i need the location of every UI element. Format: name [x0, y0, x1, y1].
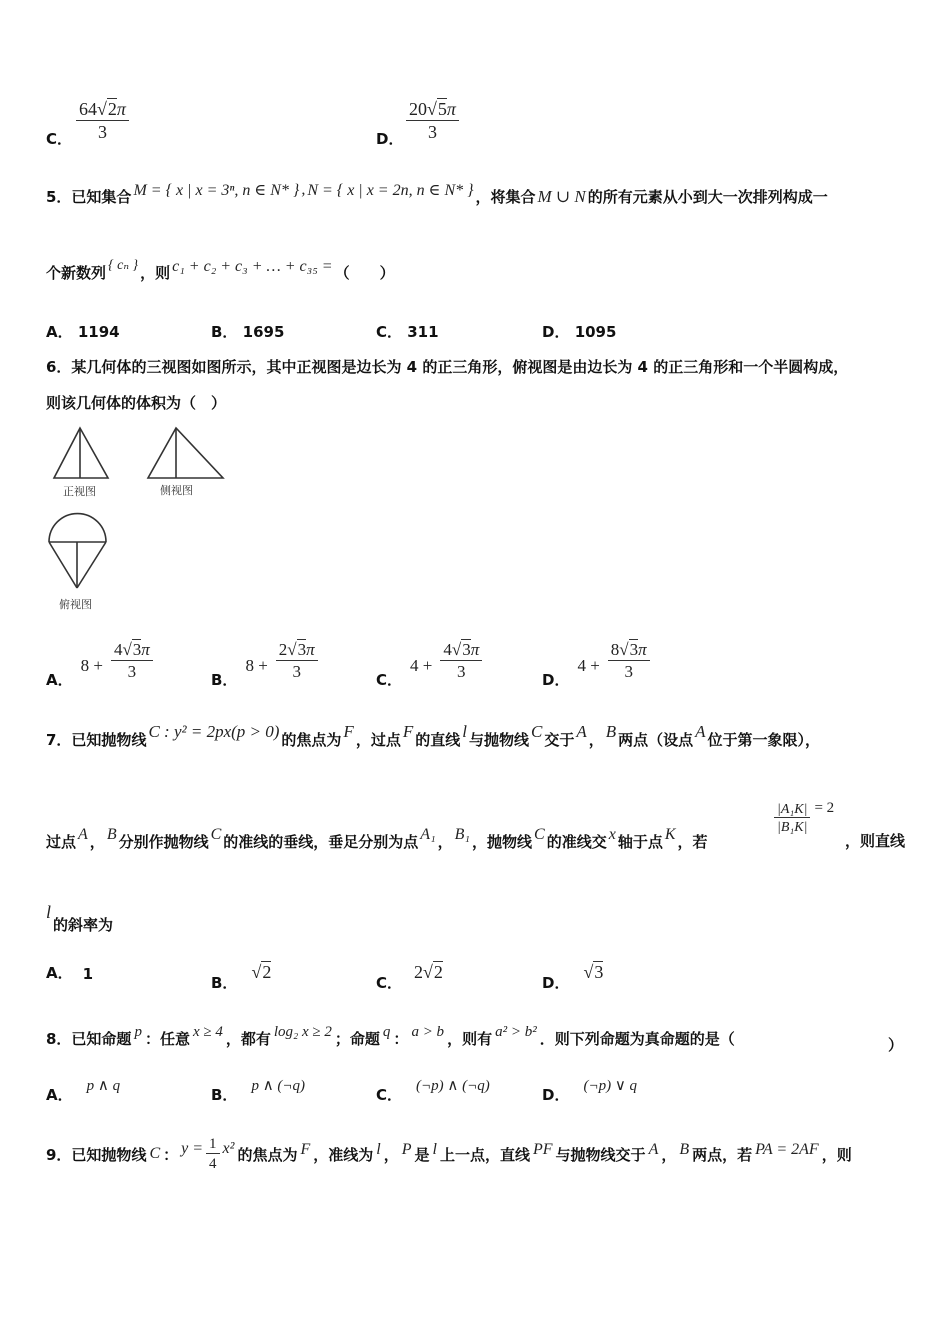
- math-run: a > b: [411, 1024, 445, 1040]
- q8-option-a: A． p ∧ q: [46, 1078, 121, 1104]
- text: 个新数列: [46, 264, 107, 282]
- side-view: [148, 428, 223, 478]
- pi: π: [446, 99, 456, 119]
- q7-line2: [46, 826, 708, 852]
- sum-expr: c₁ + c₂ + c₃ + … + c₃₅ =: [172, 257, 333, 275]
- math-run: A: [576, 722, 587, 741]
- q7-line2-end: ，则直线: [845, 832, 906, 850]
- text-run: 与抛物线交于: [555, 1145, 646, 1164]
- math-run: a² > b²: [495, 1024, 537, 1040]
- radicand: 5: [437, 99, 447, 119]
- text-run: ，过点: [355, 731, 401, 749]
- union-expr: M ∪ N: [537, 186, 586, 206]
- q7-option-d: D． √3: [542, 962, 604, 992]
- text-run: 分别作抛物线: [118, 833, 209, 851]
- q5-line2: [46, 257, 395, 283]
- q4-option-c-formula: $\frac{64√2\pi}{3}$: [76, 100, 129, 143]
- text-run: ，: [89, 833, 105, 851]
- text: ，将集合: [475, 188, 536, 206]
- radicand: 2: [107, 99, 117, 119]
- option-letter: C．: [46, 130, 73, 148]
- top-view: [49, 514, 106, 588]
- ratio-value: = 2: [814, 800, 835, 817]
- ratio-denominator: |B₁K|: [777, 820, 808, 836]
- math-run: B: [106, 826, 117, 843]
- math-run: C : y² = 2px(p > 0): [148, 722, 280, 741]
- q4-option-d-formula: $\frac{20√5\pi}{3}$: [406, 100, 459, 143]
- text-run: ，: [383, 1145, 399, 1164]
- q7-line3: [46, 902, 113, 935]
- q8-line: [46, 1024, 735, 1049]
- math-run: l: [432, 1141, 437, 1158]
- set-m: M = { x | x = 3ⁿ, n ∈ N* }: [133, 181, 300, 199]
- line-l: l: [46, 902, 52, 922]
- q5-option-b: B． 1695: [211, 323, 285, 341]
- text-run: ，: [437, 833, 453, 851]
- text-run: 的焦点为: [281, 731, 342, 749]
- q6-option-d: D． 4 + $\frac{8√3\pi}{3}$: [542, 633, 650, 690]
- q6-line1: 6．某几何体的三视图如图所示，其中正视图是边长为 4 的正三角形，俯视图是由边长为 4 的正三角形和一个半圆构成，: [46, 358, 849, 376]
- text-run: ，则有: [447, 1030, 493, 1048]
- q7-option-a: A． 1: [46, 964, 94, 983]
- q5-option-d: D． 1095: [542, 323, 617, 341]
- equation-lhs: y =: [181, 1140, 204, 1157]
- q6-option-b: B． 8 + $\frac{2√3\pi}{3}$: [211, 633, 318, 690]
- text-run: 8．已知命题: [46, 1030, 132, 1048]
- curve-c: C: [149, 1145, 161, 1162]
- text-run: ，准线为: [313, 1145, 374, 1164]
- q8-option-c: C． (¬p) ∧ (¬q): [376, 1078, 490, 1104]
- text-run: ，: [661, 1145, 677, 1164]
- q7-ratio: [774, 802, 834, 836]
- text-run: 轴于点: [617, 833, 663, 851]
- text-run: 7．已知抛物线: [46, 731, 147, 749]
- fraction-denominator: 4: [209, 1155, 217, 1172]
- math-run: B: [679, 1141, 690, 1158]
- denominator: 3: [427, 121, 437, 142]
- equation-x2: x²: [222, 1140, 235, 1157]
- colon: ：: [163, 1145, 179, 1164]
- math-run: A: [78, 826, 88, 843]
- q8-option-d: D． (¬p) ∨ q: [542, 1078, 638, 1104]
- denominator: 3: [97, 121, 107, 142]
- text: ，则: [140, 264, 171, 282]
- text-run: 过点: [46, 833, 77, 851]
- math-run: K: [664, 826, 676, 843]
- math-run: PA = 2AF: [755, 1141, 819, 1158]
- math-run: A: [648, 1141, 659, 1158]
- comma: ,: [301, 180, 306, 198]
- three-view-figure: [40, 420, 240, 615]
- math-run: log₂ x ≥ 2: [273, 1024, 332, 1040]
- q7-line1: [46, 722, 820, 750]
- answer-paren: （ ）: [334, 264, 395, 282]
- text-run: ，都有: [225, 1030, 271, 1048]
- text-run: 两点，若: [692, 1145, 753, 1164]
- text-run: ，: [588, 731, 604, 749]
- q8-option-b: B． p ∧ (¬q): [211, 1078, 306, 1104]
- math-run: l: [462, 722, 467, 741]
- math-run: x: [608, 826, 616, 843]
- text-run: ：任意: [144, 1030, 190, 1048]
- ratio-numerator: |A₁K|: [774, 802, 810, 818]
- text: 的所有元素从小到大一次排列构成一: [587, 188, 828, 206]
- text-run: ．则下列命题为真命题的是（: [539, 1030, 735, 1048]
- q9-line: [46, 1136, 852, 1172]
- text-run: ，抛物线: [472, 833, 533, 851]
- math-run: B₁: [454, 826, 470, 843]
- text-run: 与抛物线: [468, 731, 529, 749]
- text-run: 的直线: [415, 731, 461, 749]
- text-run: 是: [414, 1145, 430, 1164]
- q6-option-a: A． 8 + $\frac{4√3\pi}{3}$: [46, 633, 153, 690]
- text-run: 的准线交: [546, 833, 607, 851]
- text-run: ，则: [821, 1145, 852, 1164]
- math-run: l: [376, 1141, 381, 1158]
- q7-option-b: B． √2: [211, 962, 272, 992]
- text-run: 两点（设点: [618, 731, 694, 749]
- q9-rest: [237, 1141, 851, 1167]
- math-run: A₁: [420, 826, 436, 843]
- q5-option-a: A． 1194: [46, 323, 120, 341]
- q6-line2: 则该几何体的体积为（ ）: [46, 394, 227, 412]
- text-run: 的焦点为: [237, 1145, 298, 1164]
- numerator: 64: [79, 99, 97, 119]
- numerator: 20: [409, 99, 427, 119]
- math-run: C: [530, 722, 543, 741]
- math-run: F: [343, 722, 354, 741]
- math-run: F: [300, 1141, 311, 1158]
- option-letter: D．: [376, 130, 404, 148]
- text-run: 交于: [544, 731, 575, 749]
- front-view: [54, 428, 108, 478]
- math-run: p: [134, 1024, 142, 1040]
- math-run: B: [605, 722, 617, 741]
- front-view-label: 正视图: [63, 485, 96, 498]
- text-run: 位于第一象限），: [707, 731, 821, 749]
- sequence: { cₙ }: [108, 258, 139, 273]
- q7-option-c: C． 2√2: [376, 962, 443, 992]
- text-run: 的准线的垂线，垂足分别为点: [223, 833, 419, 851]
- text-run: 上一点，直线: [439, 1145, 530, 1164]
- text-run: ；命题: [334, 1030, 380, 1048]
- math-run: x ≥ 4: [192, 1024, 223, 1040]
- q6-option-c: C． 4 + $\frac{4√3\pi}{3}$: [376, 633, 482, 690]
- question-number: 9．已知抛物线: [46, 1145, 147, 1164]
- top-view-label: 俯视图: [59, 598, 92, 611]
- math-run: C: [210, 826, 222, 843]
- set-n: N = { x | x = 2n, n ∈ N* }: [307, 181, 474, 199]
- question-number: 5．已知集合: [46, 188, 132, 206]
- math-run: C: [534, 826, 545, 843]
- q8-close-paren: ）: [888, 1036, 904, 1054]
- math-run: F: [402, 722, 414, 741]
- math-run: PF: [533, 1141, 553, 1158]
- fraction-numerator: 1: [206, 1136, 220, 1154]
- math-run: A: [695, 722, 706, 741]
- pi: π: [116, 99, 126, 119]
- q5-option-c: C． 311: [376, 323, 439, 341]
- math-run: q: [382, 1024, 391, 1040]
- text: 的斜率为: [53, 916, 114, 934]
- text-run: ，若: [677, 833, 708, 851]
- math-run: P: [401, 1141, 412, 1158]
- q5-line1: [46, 180, 828, 207]
- text-run: ：: [393, 1030, 409, 1048]
- side-view-label: 侧视图: [160, 484, 193, 497]
